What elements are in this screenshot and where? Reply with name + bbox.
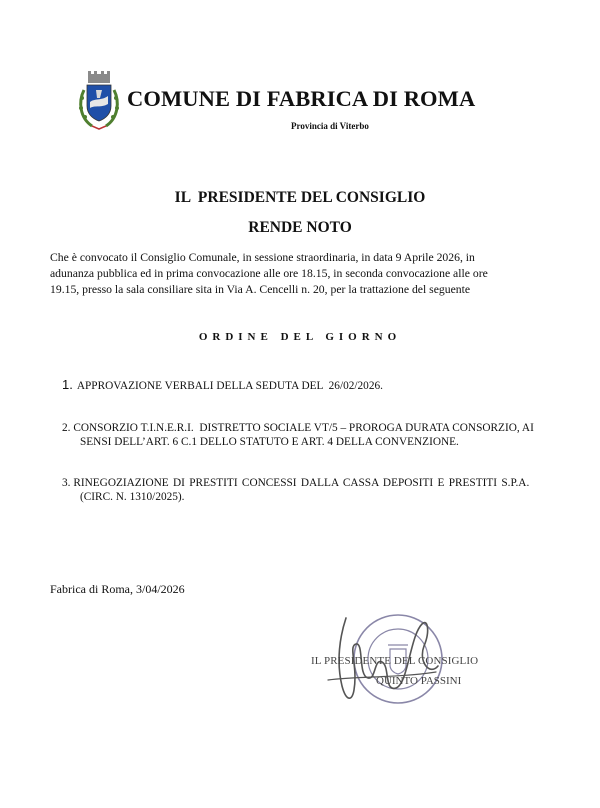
place-and-date: Fabrica di Roma, 3/04/2026 xyxy=(50,582,185,596)
agenda-item-line xyxy=(62,378,383,393)
signer-title: IL PRESIDENTE DEL CONSIGLIO xyxy=(311,655,479,667)
agenda-item-number: 3. xyxy=(62,477,71,489)
province-name: Provincia di Viterbo xyxy=(291,121,369,131)
agenda-item-text: (CIRC. N. 1310/2025). xyxy=(80,491,185,503)
agenda-item-number: 1. xyxy=(62,377,73,392)
agenda-item xyxy=(62,378,383,393)
municipal-crest-icon xyxy=(76,68,122,132)
intro-line: 19.15, presso la sala consiliare sita in Via A. Cencelli n. 20, per la trattazione del seguente xyxy=(50,283,471,296)
agenda-item-text: RINEGOZIAZIONE DI PRESTITI CONCESSI DALLA CASSA DEPOSITI E PRESTITI S.P.A. xyxy=(73,477,530,489)
agenda-item-line xyxy=(62,476,529,490)
intro-line: Che è convocato il Consiglio Comunale, in sessione straordinaria, in data 9 Aprile 2026, in xyxy=(50,251,475,264)
issuer-heading: IL PRESIDENTE DEL CONSIGLIO xyxy=(174,189,426,206)
agenda-item-line xyxy=(62,421,534,435)
agenda-heading: ORDINE DEL GIORNO xyxy=(198,331,402,343)
signer-name: QUINTO PASSINI xyxy=(376,675,462,687)
announcement-heading: RENDE NOTO xyxy=(248,219,352,236)
agenda-item-text: SENSI DELL’ART. 6 C.1 DELLO STATUTO E ART. 4 DELLA CONVENZIONE. xyxy=(80,436,459,448)
agenda-item-text: CONSORZIO T.I.N.E.R.I. DISTRETTO SOCIALE VT/5 – PROROGA DURATA CONSORZIO, AI xyxy=(73,422,534,434)
agenda-item xyxy=(62,421,534,449)
municipality-name: COMUNE DI FABRICA DI ROMA xyxy=(127,86,476,111)
intro-paragraph xyxy=(50,250,532,298)
agenda-item-text: APPROVAZIONE VERBALI DELLA SEDUTA DEL 26/02/2026. xyxy=(76,380,383,392)
intro-line: adunanza pubblica ed in prima convocazione alle ore 18.15, in seconda convocazione alle ore xyxy=(50,267,488,280)
agenda-item-number: 2. xyxy=(62,422,71,434)
agenda-item xyxy=(62,476,529,504)
